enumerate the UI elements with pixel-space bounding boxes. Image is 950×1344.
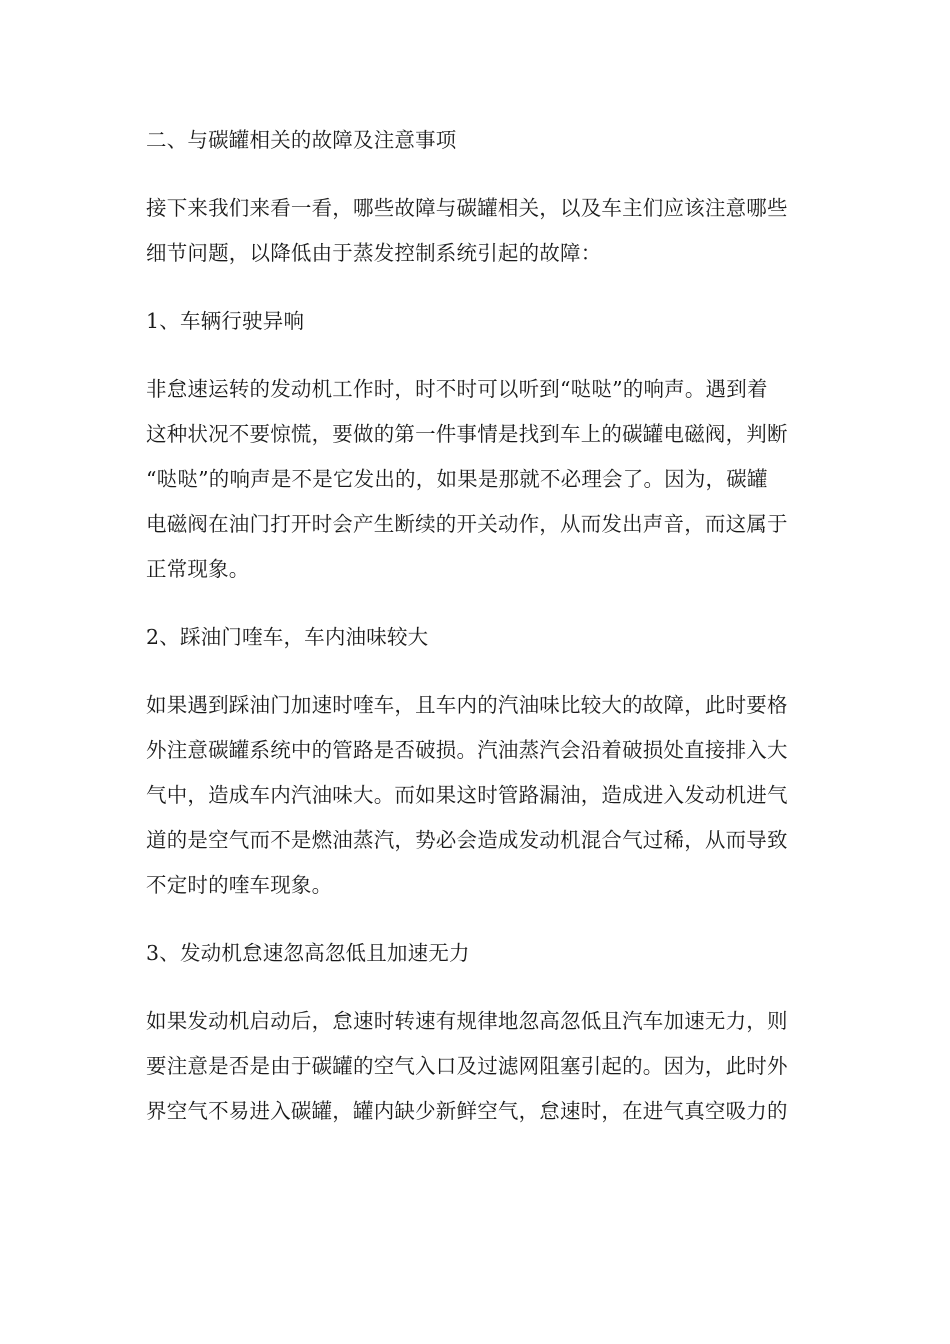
paragraph-line: 不定时的喹车现象。 (146, 873, 333, 897)
item-heading: 1、车辆行驶异响 (146, 309, 305, 333)
paragraph-line: 这种状况不要惊慌，要做的第一件事情是找到车上的碳罐电磁阀，判断 (146, 422, 788, 446)
item-paragraph (146, 999, 812, 1134)
intro-line: 接下来我们来看一看，哪些故障与碳罐相关，以及车主们应该注意哪些 (146, 196, 788, 220)
paragraph-gap (146, 344, 812, 367)
paragraph-line: 正常现象。 (146, 557, 250, 581)
intro-line: 细节问题，以降低由于蒸发控制系统引起的故障： (146, 241, 602, 265)
paragraph-line: 如果遇到踩油门加速时喹车，且车内的汽油味比较大的故障，此时要格 (146, 693, 788, 717)
paragraph-line: 道的是空气而不是燃油蒸汽，势必会造成发动机混合气过稀，从而导致 (146, 828, 788, 852)
paragraph-line: 外注意碳罐系统中的管路是否破损。汽油蒸汽会沿着破损处直接排入大 (146, 738, 788, 762)
paragraph-line: 界空气不易进入碳罐，罐内缺少新鲜空气，怠速时，在进气真空吸力的 (146, 1099, 788, 1123)
paragraph-line: 非怠速运转的发动机工作时，时不时可以听到“哒哒”的响声。遇到着 (146, 377, 768, 401)
item-heading: 3、发动机怠速忽高忽低且加速无力 (146, 941, 470, 965)
paragraph-gap (146, 276, 812, 299)
item-paragraph (146, 683, 812, 908)
document-page (146, 118, 812, 1134)
section-heading: 二、与碳罐相关的故障及注意事项 (146, 128, 457, 152)
paragraph-line: “哒哒”的响声是不是它发出的，如果是那就不必理会了。因为，碳罐 (146, 467, 768, 491)
paragraph-line: 如果发动机启动后，怠速时转速有规律地忽高忽低且汽车加速无力，则 (146, 1009, 788, 1033)
paragraph-gap (146, 660, 812, 683)
paragraph-gap (146, 592, 812, 615)
item-heading: 2、踩油门喹车，车内油味较大 (146, 625, 429, 649)
paragraph-line: 电磁阀在油门打开时会产生断续的开关动作，从而发出声音，而这属于 (146, 512, 788, 536)
paragraph-gap (146, 976, 812, 999)
paragraph-line: 要注意是否是由于碳罐的空气入口及过滤网阻塞引起的。因为，此时外 (146, 1054, 788, 1078)
intro-paragraph (146, 186, 812, 276)
paragraph-gap (146, 163, 812, 186)
paragraph-line: 气中，造成车内汽油味大。而如果这时管路漏油，造成进入发动机进气 (146, 783, 788, 807)
item-paragraph (146, 367, 812, 592)
paragraph-gap (146, 908, 812, 931)
